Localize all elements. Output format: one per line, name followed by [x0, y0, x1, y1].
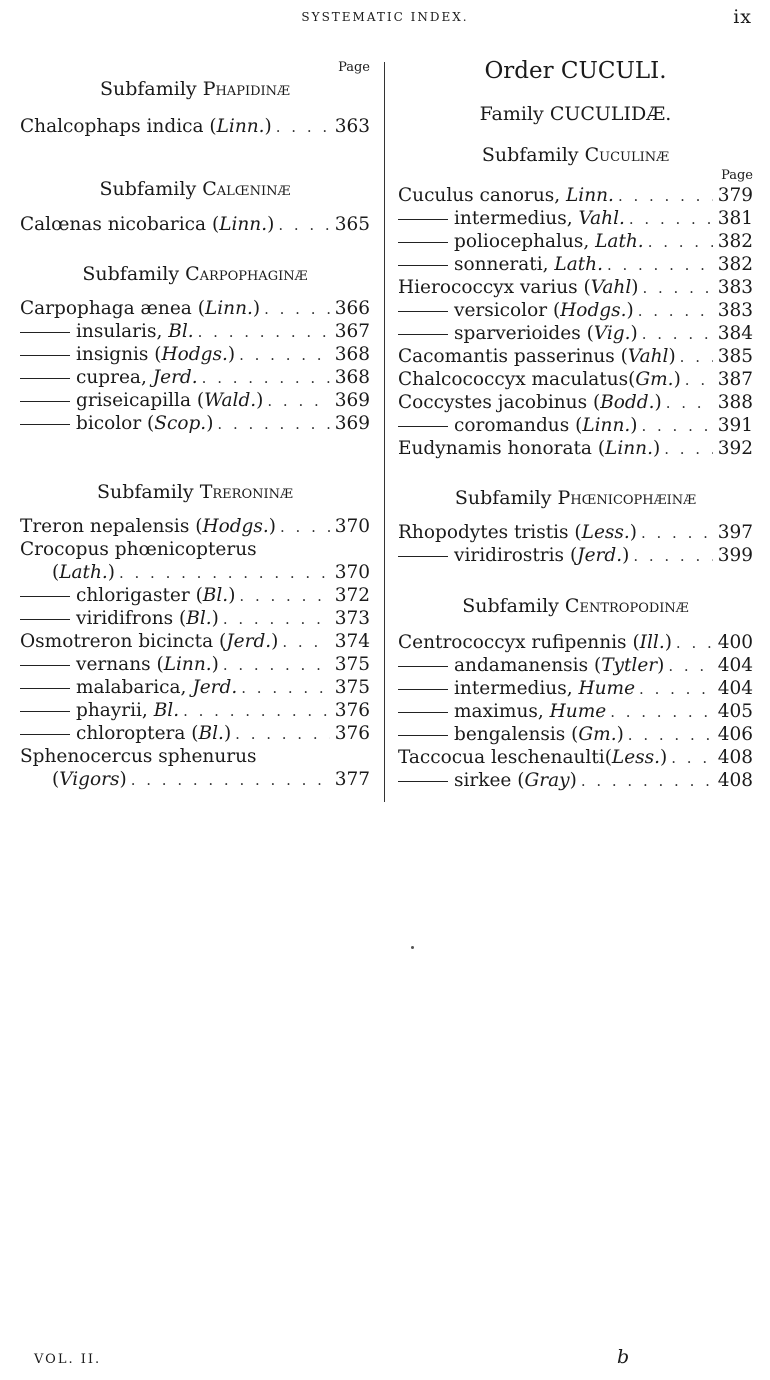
index-entry-continuation: (Lath.) . . . 370 [20, 561, 370, 584]
species-name: Rhopodytes tristis [398, 522, 569, 543]
species-authority: Vigors [59, 769, 120, 790]
page-ref: 375 [334, 677, 370, 698]
index-entry: Chalcococcyx maculatus(Gm.) . . . 387 [398, 368, 753, 391]
index-entry: Hierococcyx varius (Vahl) . . . 383 [398, 276, 753, 299]
species-authority: Less. [611, 747, 661, 768]
ditto-dash [398, 311, 448, 312]
page-ref: 377 [334, 769, 370, 790]
species-name: Chalcophaps indica [20, 116, 204, 137]
leader-dots [607, 254, 713, 277]
index-entry: Calœnas nicobarica (Linn.) . . . 365 [20, 213, 370, 236]
ditto-dash [398, 666, 448, 667]
ditto-dash [398, 219, 448, 220]
ditto-dash [398, 556, 448, 557]
species-authority: Gm. [635, 369, 674, 390]
species-authority: Linn. [163, 654, 212, 675]
index-entry: Osmotreron bicincta (Jerd.) . . . 374 [20, 630, 370, 653]
page-ref: 382 [717, 254, 753, 275]
species-authority: Bodd. [600, 392, 655, 413]
ditto-dash [20, 424, 70, 425]
page-column-label: Page [338, 60, 370, 75]
leader-dots [239, 585, 330, 608]
page-ref: 369 [334, 413, 370, 434]
species-name: Carpophaga ænea [20, 298, 192, 319]
leader-dots [628, 724, 713, 747]
index-entry: insularis, Bl. . . . 367 [20, 320, 370, 343]
page-ref: 368 [334, 367, 370, 388]
ditto-dash [20, 355, 70, 356]
entry-list [20, 515, 370, 791]
index-entry: bicolor (Scop.) . . . 369 [20, 412, 370, 435]
leader-dots [119, 562, 330, 585]
page-ref: 376 [334, 700, 370, 721]
leader-dots [685, 369, 713, 392]
subfamily-prefix: Subfamily [99, 178, 203, 200]
species-name: cuprea [76, 367, 141, 388]
ditto-dash [398, 334, 448, 335]
index-entry: sirkee (Gray) . . . 408 [398, 769, 753, 792]
subfamily-name: Phœnicophæinæ [557, 487, 697, 509]
species-authority: Hume [578, 678, 636, 699]
index-entry: Centrococcyx rufipennis (Ill.) . . . 400 [398, 631, 753, 654]
species-authority: Vahl [590, 277, 632, 298]
page-ref: 363 [334, 116, 370, 137]
species-name: phayrii [76, 700, 142, 721]
page-ref: 367 [334, 321, 370, 342]
page-ref: 405 [717, 701, 753, 722]
species-name: bicolor [76, 413, 142, 434]
subfamily-prefix: Subfamily [462, 595, 565, 617]
species-authority: Linn. [605, 438, 653, 459]
species-name: Hierococcyx varius [398, 277, 578, 298]
leader-dots [276, 116, 330, 139]
index-entry: viridirostris (Jerd.) . . . 399 [398, 544, 753, 567]
ditto-dash [398, 265, 448, 266]
species-authority: Hodgs. [560, 300, 627, 321]
leader-dots [235, 723, 330, 746]
leader-dots [648, 231, 713, 254]
page-ref: 376 [334, 723, 370, 744]
leader-dots [267, 390, 330, 413]
leader-dots [131, 769, 330, 792]
species-authority: Hume [549, 701, 607, 722]
order-heading: Order CUCULI. [484, 58, 667, 84]
leader-dots [610, 701, 713, 724]
index-entry: coromandus (Linn.) . . . 391 [398, 414, 753, 437]
species-name: coromandus [454, 415, 570, 436]
index-entry: phayrii, Bl. . . . 376 [20, 699, 370, 722]
index-entry: bengalensis (Gm.) . . . 406 [398, 723, 753, 746]
species-authority: Jerd. [226, 631, 272, 652]
ditto-dash [20, 596, 70, 597]
species-name: intermedius [454, 678, 567, 699]
page-ref: 392 [717, 438, 753, 459]
species-name: chloroptera [76, 723, 186, 744]
page-ref: 400 [717, 632, 753, 653]
subfamily-heading [398, 144, 753, 166]
species-authority: Lath. [59, 562, 108, 583]
species-name: maximus [454, 701, 538, 722]
page-ref: 374 [334, 631, 370, 652]
leader-dots [639, 678, 713, 701]
species-name: Eudynamis honorata [398, 438, 592, 459]
ditto-dash [398, 712, 448, 713]
index-entry: Eudynamis honorata (Linn.) . . . 392 [398, 437, 753, 460]
index-entry: vernans (Linn.) . . . 375 [20, 653, 370, 676]
species-name: poliocephalus [454, 231, 584, 252]
page-ref: 408 [717, 747, 753, 768]
ditto-dash [20, 332, 70, 333]
page-ref: 404 [717, 678, 753, 699]
species-name: intermedius [454, 208, 567, 229]
subfamily-name: Calœninæ [202, 178, 291, 200]
ditto-dash [398, 689, 448, 690]
leader-dots [239, 344, 330, 367]
species-authority: Hodgs. [161, 344, 228, 365]
index-entry: Rhopodytes tristis (Less.) . . . 397 [398, 521, 753, 544]
ditto-dash [398, 426, 448, 427]
leader-dots [642, 323, 713, 346]
page-ref: 404 [717, 655, 753, 676]
subfamily-heading [20, 263, 370, 285]
subfamily-name: Carpophaginæ [185, 263, 308, 285]
index-entry: andamanensis (Tytler) . . . 404 [398, 654, 753, 677]
species-name: Taccocua leschenaulti [398, 747, 605, 768]
species-name: viridifrons [76, 608, 174, 629]
ditto-dash [20, 734, 70, 735]
species-authority: Bl. [186, 608, 212, 629]
species-authority: Gray [524, 770, 570, 791]
species-authority: Tytler [601, 655, 658, 676]
species-authority: Linn. [566, 185, 614, 206]
leader-dots [202, 367, 330, 390]
subfamily-heading [20, 78, 370, 100]
species-name: sirkee [454, 770, 512, 791]
subfamily-prefix: Subfamily [99, 78, 203, 100]
leader-dots [666, 392, 713, 415]
page-ref: 391 [717, 415, 753, 436]
leader-dots [671, 747, 713, 770]
leader-dots [183, 700, 330, 723]
footer-volume: VOL. II. [34, 1352, 102, 1367]
index-entry: Treron nepalensis (Hodgs.) . . . 370 [20, 515, 370, 538]
index-entry: malabarica, Jerd. . . . 375 [20, 676, 370, 699]
entry-list [398, 631, 753, 792]
index-entry: versicolor (Hodgs.) . . . 383 [398, 299, 753, 322]
species-authority: Less. [581, 522, 630, 543]
leader-dots [676, 632, 713, 655]
leader-dots [223, 608, 330, 631]
page-ref: 385 [717, 346, 753, 367]
ditto-dash [398, 735, 448, 736]
leader-dots [217, 413, 330, 436]
index-entry: Coccystes jacobinus (Bodd.) . . . 388 [398, 391, 753, 414]
subfamily-heading [398, 595, 753, 617]
species-name: andamanensis [454, 655, 589, 676]
species-authority: Ill. [639, 632, 665, 653]
species-name: insignis [76, 344, 149, 365]
species-authority: Linn. [219, 214, 268, 235]
leader-dots [641, 415, 713, 438]
leader-dots [618, 185, 713, 208]
species-authority: Lath. [595, 231, 644, 252]
index-entry: poliocephalus, Lath. . . . 382 [398, 230, 753, 253]
species-name: insularis [76, 321, 157, 342]
index-entry: griseicapilla (Wald.) . . . 369 [20, 389, 370, 412]
species-name: malabarica [76, 677, 181, 698]
species-authority: Lath. [554, 254, 603, 275]
index-entry: insignis (Hodgs.) . . . 368 [20, 343, 370, 366]
species-name: Chalcococcyx maculatus [398, 369, 629, 390]
ditto-dash [20, 378, 70, 379]
page-ref: 383 [717, 277, 753, 298]
page-ref: 375 [334, 654, 370, 675]
index-entry-wrapped [20, 745, 370, 768]
page-ref: 379 [717, 185, 753, 206]
leader-dots [641, 522, 713, 545]
leader-dots [264, 298, 330, 321]
family-heading: Family CUCULIDÆ. [479, 103, 672, 125]
index-entry-wrapped [20, 538, 370, 561]
species-authority: Jerd. [577, 545, 623, 566]
species-authority: Vig. [593, 323, 631, 344]
page-ref: 381 [717, 208, 753, 229]
leader-dots [629, 208, 713, 231]
page-column-label: Page [721, 168, 753, 183]
leader-dots [282, 631, 330, 654]
entry-list [398, 521, 753, 567]
species-authority: Vahl [627, 346, 669, 367]
species-authority: Vahl. [578, 208, 625, 229]
page-ref: 399 [717, 545, 753, 566]
subfamily-name: Treroninæ [199, 481, 293, 503]
index-entry: intermedius, Vahl. . . . 381 [398, 207, 753, 230]
page-ref: 388 [717, 392, 753, 413]
entry-list [398, 184, 753, 460]
index-entry: chloroptera (Bl.) . . . 376 [20, 722, 370, 745]
species-name: versicolor [454, 300, 548, 321]
species-authority: Bl. [153, 700, 180, 721]
index-entry: Cacomantis passerinus (Vahl) . . . 385 [398, 345, 753, 368]
entry-list [20, 297, 370, 435]
leader-dots [664, 438, 713, 461]
subfamily-prefix: Subfamily [82, 263, 186, 285]
species-authority: Linn. [216, 116, 265, 137]
leader-dots [642, 277, 713, 300]
species-name: Treron nepalensis [20, 516, 190, 537]
species-authority: Wald. [204, 390, 257, 411]
page-ref: 366 [334, 298, 370, 319]
subfamily-heading [20, 178, 370, 200]
species-authority: Gm. [578, 724, 617, 745]
index-entry: Carpophaga ænea (Linn.) . . . 366 [20, 297, 370, 320]
leader-dots [223, 654, 330, 677]
species-authority: Linn. [582, 415, 631, 436]
entry-list [20, 213, 370, 236]
page-ref: 373 [334, 608, 370, 629]
species-authority: Jerd. [192, 677, 238, 698]
page-ref: 408 [717, 770, 753, 791]
page-ref: 397 [717, 522, 753, 543]
subfamily-name: Centropodinæ [564, 595, 689, 617]
species-authority: Bl. [202, 585, 229, 606]
ditto-dash [398, 242, 448, 243]
page-ref: 387 [717, 369, 753, 390]
species-authority: Bl. [168, 321, 194, 342]
page-ref: 406 [717, 724, 753, 745]
species-name: chlorigaster [76, 585, 190, 606]
index-entry: Taccocua leschenaulti(Less.) . . . 408 [398, 746, 753, 769]
page-ref: 370 [334, 516, 370, 537]
index-entry: sparverioides (Vig.) . . . 384 [398, 322, 753, 345]
subfamily-prefix: Subfamily [96, 481, 200, 503]
leader-dots [638, 300, 713, 323]
ditto-dash [20, 619, 70, 620]
leader-dots [633, 545, 713, 568]
entry-list [20, 115, 370, 138]
species-name: Sphenocercus sphenurus [20, 746, 257, 767]
column-divider [384, 62, 385, 802]
index-entry: viridifrons (Bl.) . . . 373 [20, 607, 370, 630]
species-authority: Scop. [154, 413, 207, 434]
index-entry: sonnerati, Lath. . . . 382 [398, 253, 753, 276]
page-ref: 368 [334, 344, 370, 365]
species-name: vernans [76, 654, 151, 675]
species-name: Cacomantis passerinus [398, 346, 615, 367]
leader-dots [241, 677, 330, 700]
subfamily-heading [398, 487, 753, 509]
page-ref: 369 [334, 390, 370, 411]
subfamily-name: Cuculinæ [584, 144, 670, 166]
ditto-dash [20, 688, 70, 689]
species-name: Crocopus phœnicopterus [20, 539, 257, 560]
leader-dots [198, 321, 330, 344]
subfamily-name: Phapidinæ [202, 78, 291, 100]
running-head: SYSTEMATIC INDEX. [301, 10, 469, 24]
index-entry: Cuculus canorus, Linn. . . . 379 [398, 184, 753, 207]
index-entry: Chalcophaps indica (Linn.) . . . 363 [20, 115, 370, 138]
page-ref: 365 [334, 214, 370, 235]
species-name: viridirostris [454, 545, 565, 566]
species-name: Coccystes jacobinus [398, 392, 588, 413]
page-ref: 384 [717, 323, 753, 344]
species-name: Cuculus canorus [398, 185, 555, 206]
species-name: Osmotreron bicincta [20, 631, 214, 652]
subfamily-prefix: Subfamily [481, 144, 585, 166]
species-name: griseicapilla [76, 390, 191, 411]
species-authority: Hodgs. [202, 516, 269, 537]
subfamily-heading [20, 481, 370, 503]
species-name: bengalensis [454, 724, 566, 745]
index-entry-continuation: (Vigors) . . . 377 [20, 768, 370, 791]
species-authority: Jerd. [152, 367, 198, 388]
leader-dots [680, 346, 713, 369]
species-name: sparverioides [454, 323, 581, 344]
subfamily-prefix: Subfamily [454, 487, 558, 509]
page-number: ix [733, 6, 752, 28]
species-name: Calœnas nicobarica [20, 214, 207, 235]
paper-speck [411, 946, 414, 949]
species-authority: Linn. [204, 298, 253, 319]
page-ref: 372 [334, 585, 370, 606]
ditto-dash [20, 401, 70, 402]
leader-dots [278, 214, 330, 237]
species-name: Centrococcyx rufipennis [398, 632, 627, 653]
index-entry: intermedius, Hume . . . 404 [398, 677, 753, 700]
page-ref: 370 [334, 562, 370, 583]
species-authority: Bl. [198, 723, 224, 744]
leader-dots [581, 770, 713, 793]
species-name: sonnerati [454, 254, 543, 275]
ditto-dash [398, 781, 448, 782]
ditto-dash [20, 711, 70, 712]
page-ref: 382 [717, 231, 753, 252]
ditto-dash [20, 665, 70, 666]
index-entry: chlorigaster (Bl.) . . . 372 [20, 584, 370, 607]
index-entry: maximus, Hume . . . 405 [398, 700, 753, 723]
leader-dots [668, 655, 713, 678]
leader-dots [280, 516, 330, 539]
footer-signature: b [617, 1346, 630, 1368]
index-entry: cuprea, Jerd. . . . 368 [20, 366, 370, 389]
page-ref: 383 [717, 300, 753, 321]
